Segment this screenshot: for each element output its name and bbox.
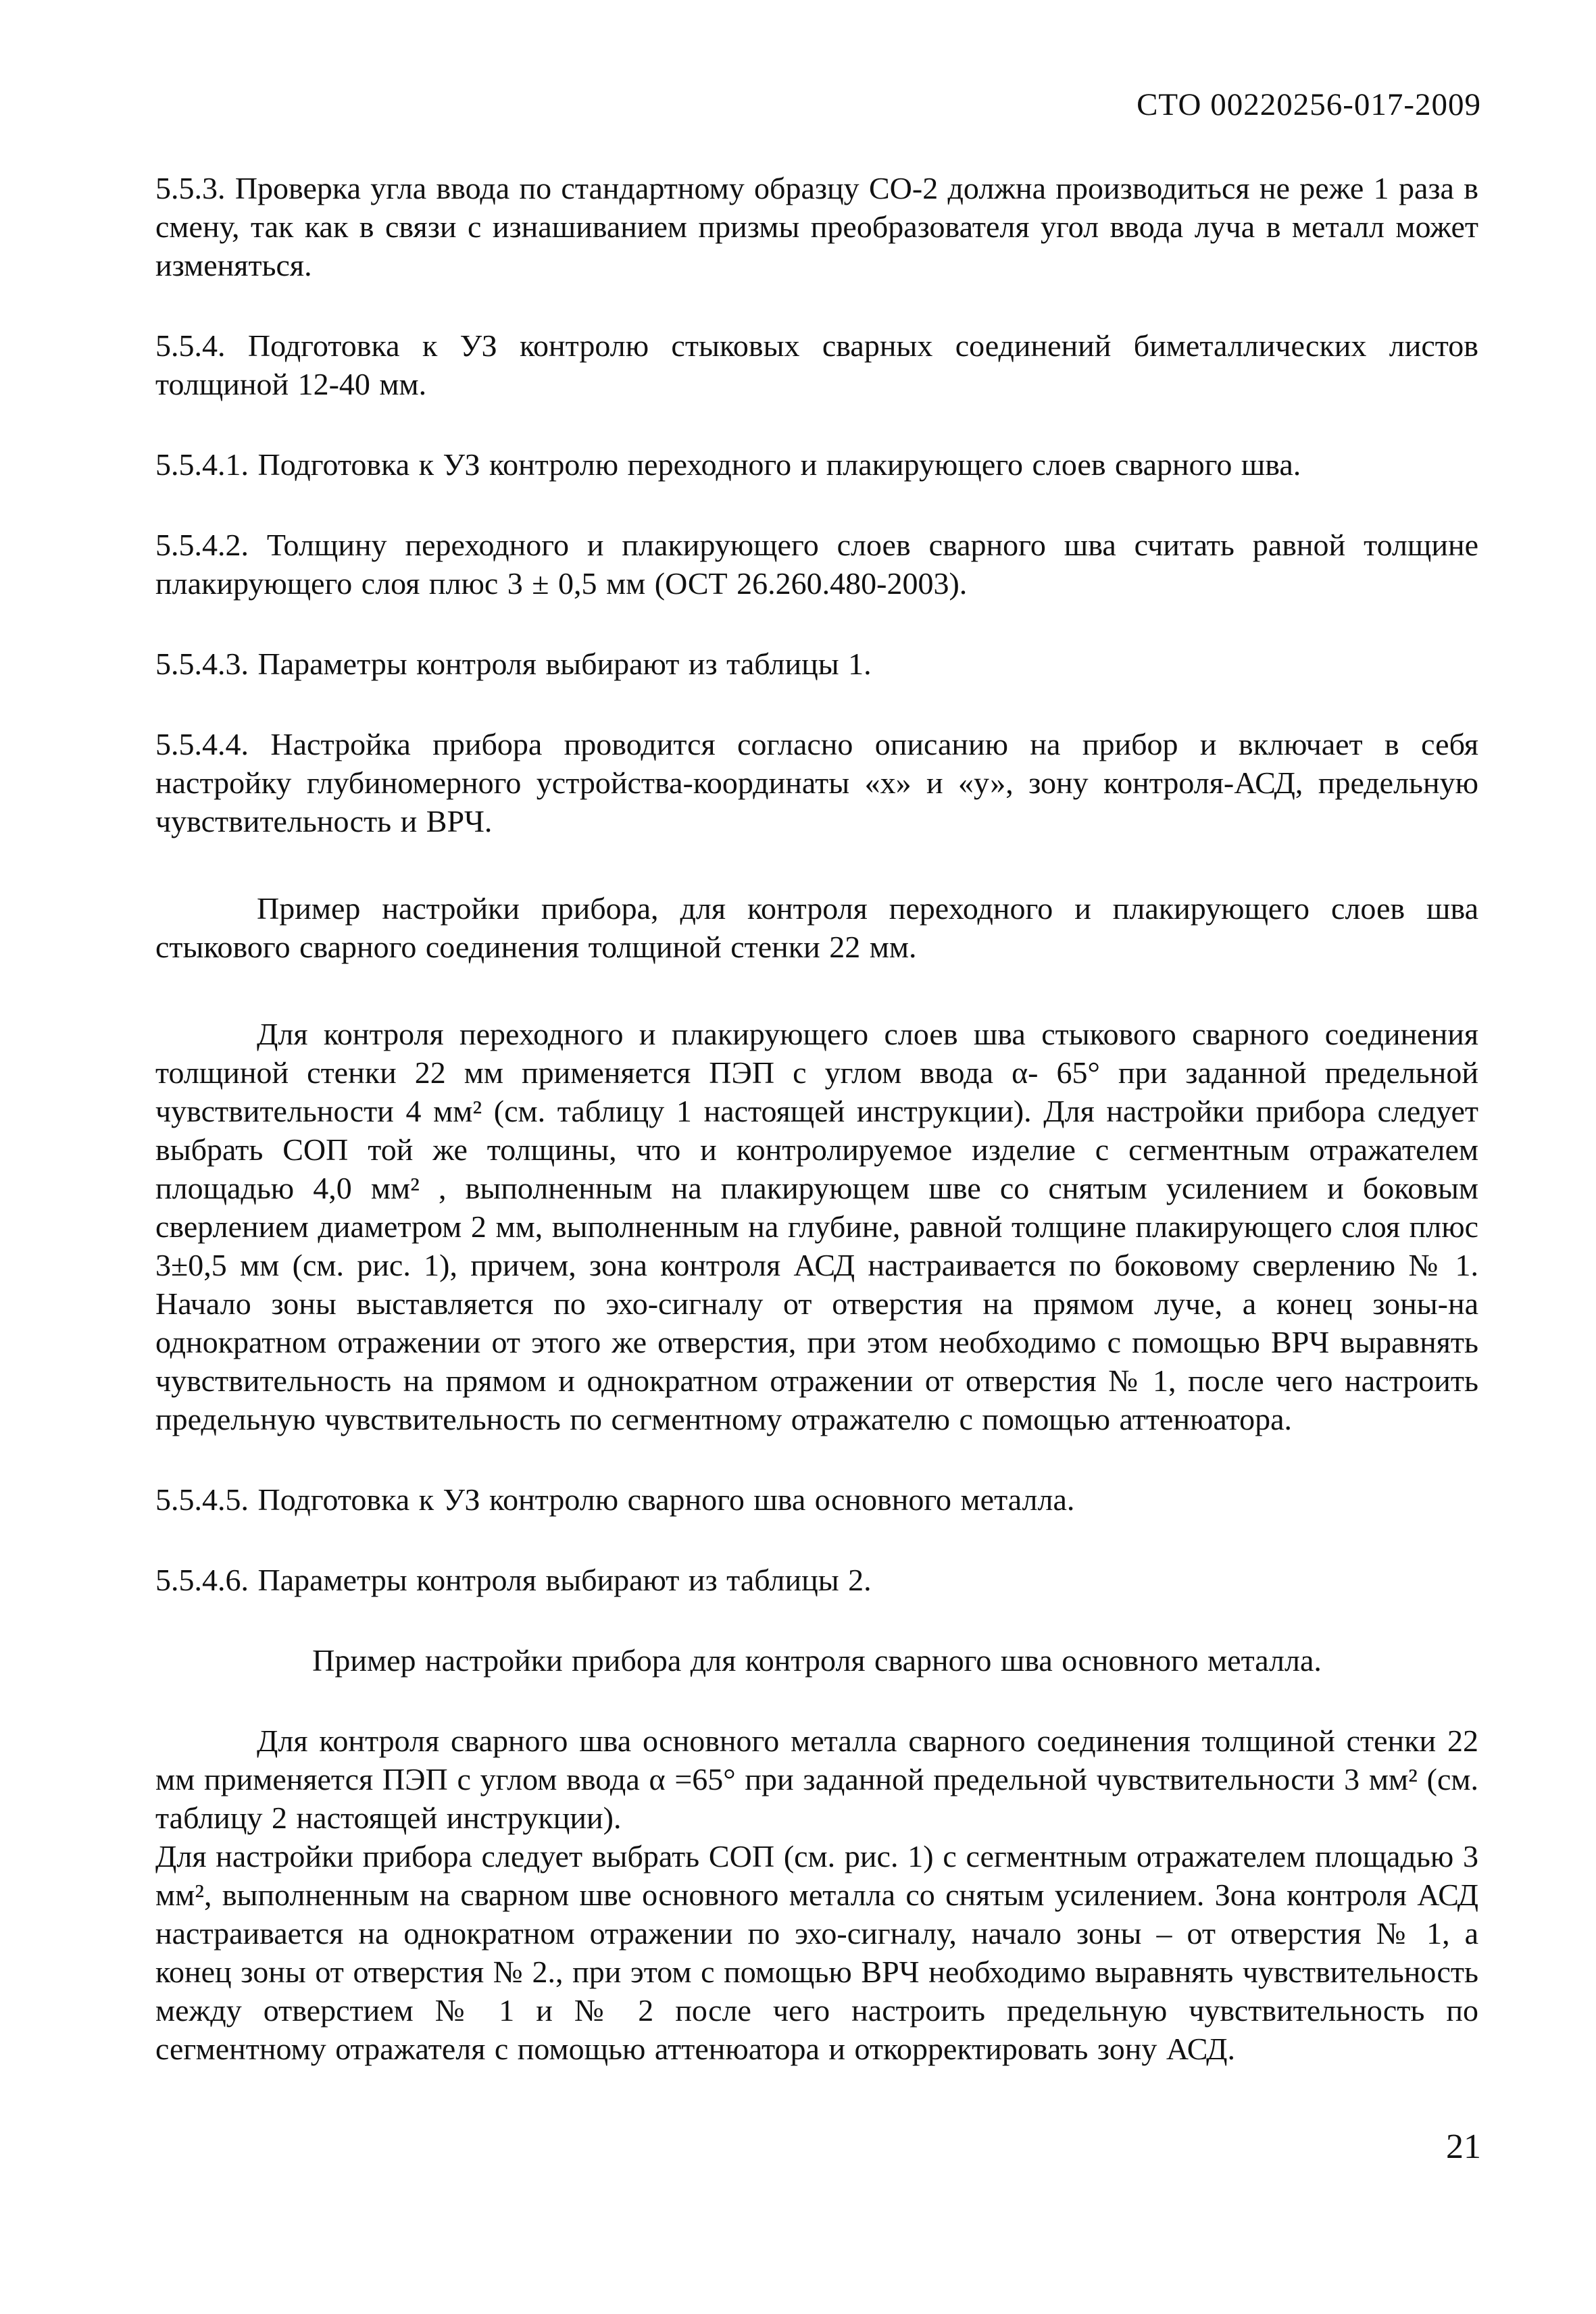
page-number: 21 [1446,2128,1481,2166]
example-heading-base-metal: Пример настройки прибора для контроля сварного шва основного металла. [312,1643,1322,1678]
document-code: СТО 00220256-017-2009 [1137,87,1481,122]
paragraph-cladding-setup: Для контроля переходного и плакирующего слоев шва стыкового сварного соединения толщиной стенки 22 мм применяется ПЭП с углом ввода α- 65° при заданной предельной чувствительности 4 мм² (см. таблицу 1 настоящей инструкции). Для настройки прибора следует выбрать СОП той же толщины, что и контролируемое изделие с сегментным отражателем площадью 4,0 мм² , выполненным на плакирующем шве со снятым усилением и боковым сверлением диаметром 2 мм, выполненным на глубине, равной толщине плакирующего слоя плюс 3±0,5 мм (см. рис. 1), причем, зона контроля АСД настраивается по боковому сверлению № 1. Начало зоны выставляется по эхо-сигналу от отверстия на прямом луче, а конец зоны-на однократном отражении от этого же отверстия, при этом необходимо с помощью ВРЧ выравнять чувствительность на прямом и однократном отражении от отверстия № 1, после чего настроить предельную чувствительность по сегментному отражателю с помощью аттенюатора. [155,1017,1478,1436]
paragraph-5-5-4-6: 5.5.4.6. Параметры контроля выбирают из таблицы 2. [155,1563,872,1597]
paragraph-base-metal-probe: Для контроля сварного шва основного металла сварного соединения толщиной стенки 22 мм применяется ПЭП с углом ввода α =65° при заданной предельной чувствительности 3 мм² (см. таблицу 2 настоящей инструкции). [155,1724,1478,1835]
paragraph-5-5-4-2: 5.5.4.2. Толщину переходного и плакирующего слоев сварного шва считать равной толщине плакирующего слоя плюс 3 ± 0,5 мм (ОСТ 26.260.480-2003). [155,528,1478,601]
example-heading-cladding: Пример настройки прибора, для контроля переходного и плакирующего слоев шва стыкового сварного соединения толщиной стенки 22 мм. [155,891,1478,964]
paragraph-5-5-4: 5.5.4. Подготовка к УЗ контролю стыковых сварных соединений биметаллических листов толщиной 12-40 мм. [155,328,1478,401]
paragraph-5-5-4-5: 5.5.4.5. Подготовка к УЗ контролю сварного шва основного металла. [155,1482,1075,1517]
paragraph-base-metal-setup: Для настройки прибора следует выбрать СОП (см. рис. 1) с сегментным отражателем площадью 3 мм², выполненным на сварном шве основного металла со снятым усилением. Зона контроля АСД настраивается на однократном отражении по эхо-сигналу, начало зоны – от отверстия № 1, а конец зоны от отверстия № 2., при этом с помощью ВРЧ необходимо выравнять чувствительность между отверстием № 1 и № 2 после чего настроить предельную чувствительность по сегментному отражателя с помощью аттенюатора и откорректировать зону АСД. [155,1839,1478,2066]
paragraph-5-5-3: 5.5.3. Проверка угла ввода по стандартному образцу СО-2 должна производиться не реже 1 раза в смену, так как в связи с изнашиванием призмы преобразователя угол ввода луча в металл может изменяться. [155,171,1478,282]
paragraph-5-5-4-3: 5.5.4.3. Параметры контроля выбирают из таблицы 1. [155,647,872,681]
page-body [155,169,1478,2068]
paragraph-5-5-4-4: 5.5.4.4. Настройка прибора проводится согласно описанию на прибор и включает в себя настройку глубиномерного устройства-координаты «х» и «у», зону контроля-АСД, предельную чувствительность и ВРЧ. [155,727,1478,838]
paragraph-5-5-4-1: 5.5.4.1. Подготовка к УЗ контролю переходного и плакирующего слоев сварного шва. [155,447,1301,482]
